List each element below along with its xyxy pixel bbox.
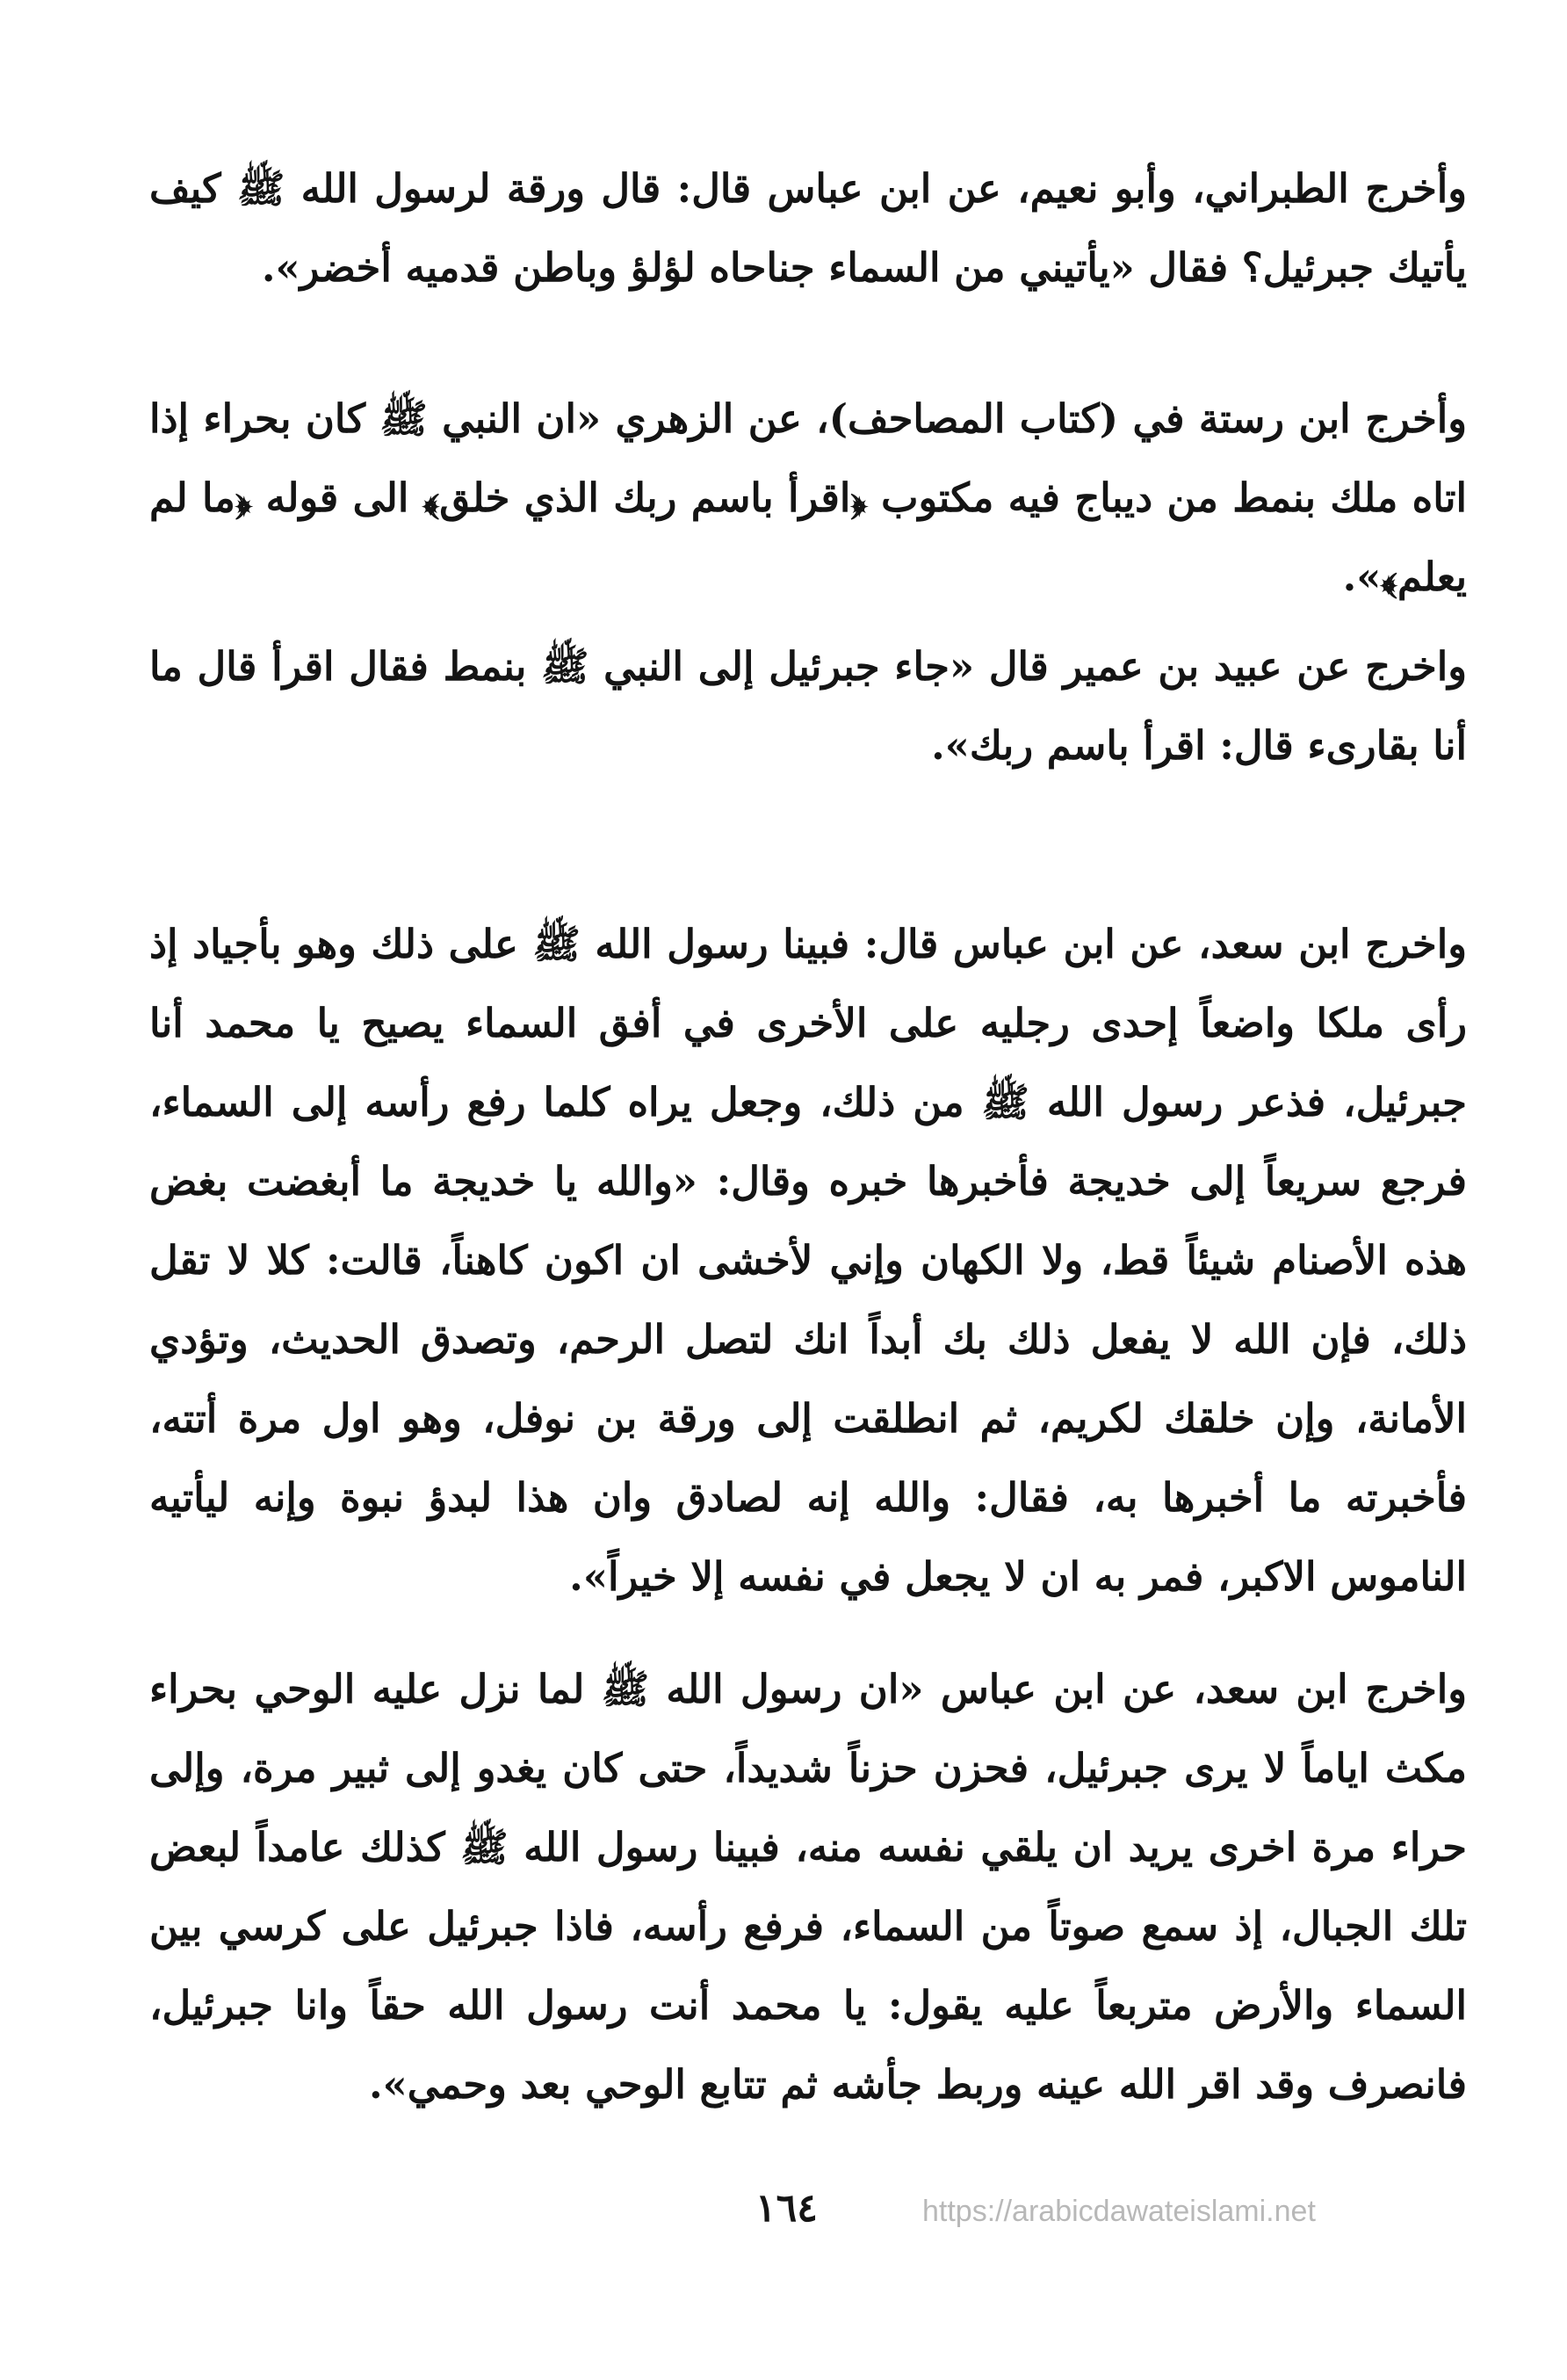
- paragraph-3: واخرج عن عبيد بن عمير قال «جاء جبرئيل إلى النبي ﷺ بنمط فقال اقرأ قال ما أنا بقارىء قال: اقرأ باسم ربك».: [149, 643, 1467, 769]
- paragraph-4: واخرج ابن سعد، عن ابن عباس قال: فبينا رسول الله ﷺ على ذلك وهو بأجياد إذ رأى ملكا واضعاً إحدى رجليه على الأخرى في أفق السماء يصيح يا محمد أنا جبرئيل، فذعر رسول الله ﷺ من ذلك، وجعل يراه كلما رفع رأسه إلى السماء، فرجع سريعاً إلى خديجة فأخبرها خبره وقال: «والله يا خديجة ما أبغضت بغض هذه الأصنام شيئاً قط، ولا الكهان وإني لأخشى ان اكون كاهناً، قالت: كلا لا تقل ذلك، فإن الله لا يفعل ذلك بك أبداً انك لتصل الرحم، وتصدق الحديث، وتؤدي الأمانة، وإن خلقك لكريم، ثم انطلقت إلى ورقة بن نوفل، وهو اول مرة أتته، فأخبرته ما أخبرها به، فقال: والله إنه لصادق وان هذا لبدؤ نبوة وإنه ليأتيه الناموس الاكبر، فمر به ان لا يجعل في نفسه إلا خيراً».: [149, 921, 1467, 1600]
- page-number: ١٦٤: [755, 2186, 818, 2231]
- paragraph-1: وأخرج الطبراني، وأبو نعيم، عن ابن عباس قال: قال ورقة لرسول الله ﷺ كيف يأتيك جبرئيل؟ فقال «يأتيني من السماء جناحاه لؤلؤ وباطن قدميه أخضر».: [149, 165, 1467, 291]
- paragraph-5: واخرج ابن سعد، عن ابن عباس «ان رسول الله ﷺ لما نزل عليه الوحي بحراء مكث اياماً لا يرى جبرئيل، فحزن حزناً شديداً، حتى كان يغدو إلى ثبير مرة، وإلى حراء مرة اخرى يريد ان يلقي نفسه منه، فبينا رسول الله ﷺ كذلك عامداً لبعض تلك الجبال، إذ سمع صوتاً من السماء، فرفع رأسه، فاذا جبرئيل على كرسي بين السماء والأرض متربعاً عليه يقول: يا محمد أنت رسول الله حقاً وانا جبرئيل، فانصرف وقد اقر الله عينه وربط جأشه ثم تتابع الوحي بعد وحمي».: [149, 1666, 1467, 2108]
- watermark-url: https://arabicdawateislami.net: [922, 2195, 1316, 2228]
- page-footer: [755, 2186, 1476, 2247]
- paragraph-2: وأخرج ابن رستة في (كتاب المصاحف)، عن الزهري «ان النبي ﷺ كان بحراء إذا اتاه ملك بنمط من ديباج فيه مكتوب ﴿اقرأ باسم ربك الذي خلق﴾ الى قوله ﴿ما لم يعلم﴾».: [149, 395, 1467, 600]
